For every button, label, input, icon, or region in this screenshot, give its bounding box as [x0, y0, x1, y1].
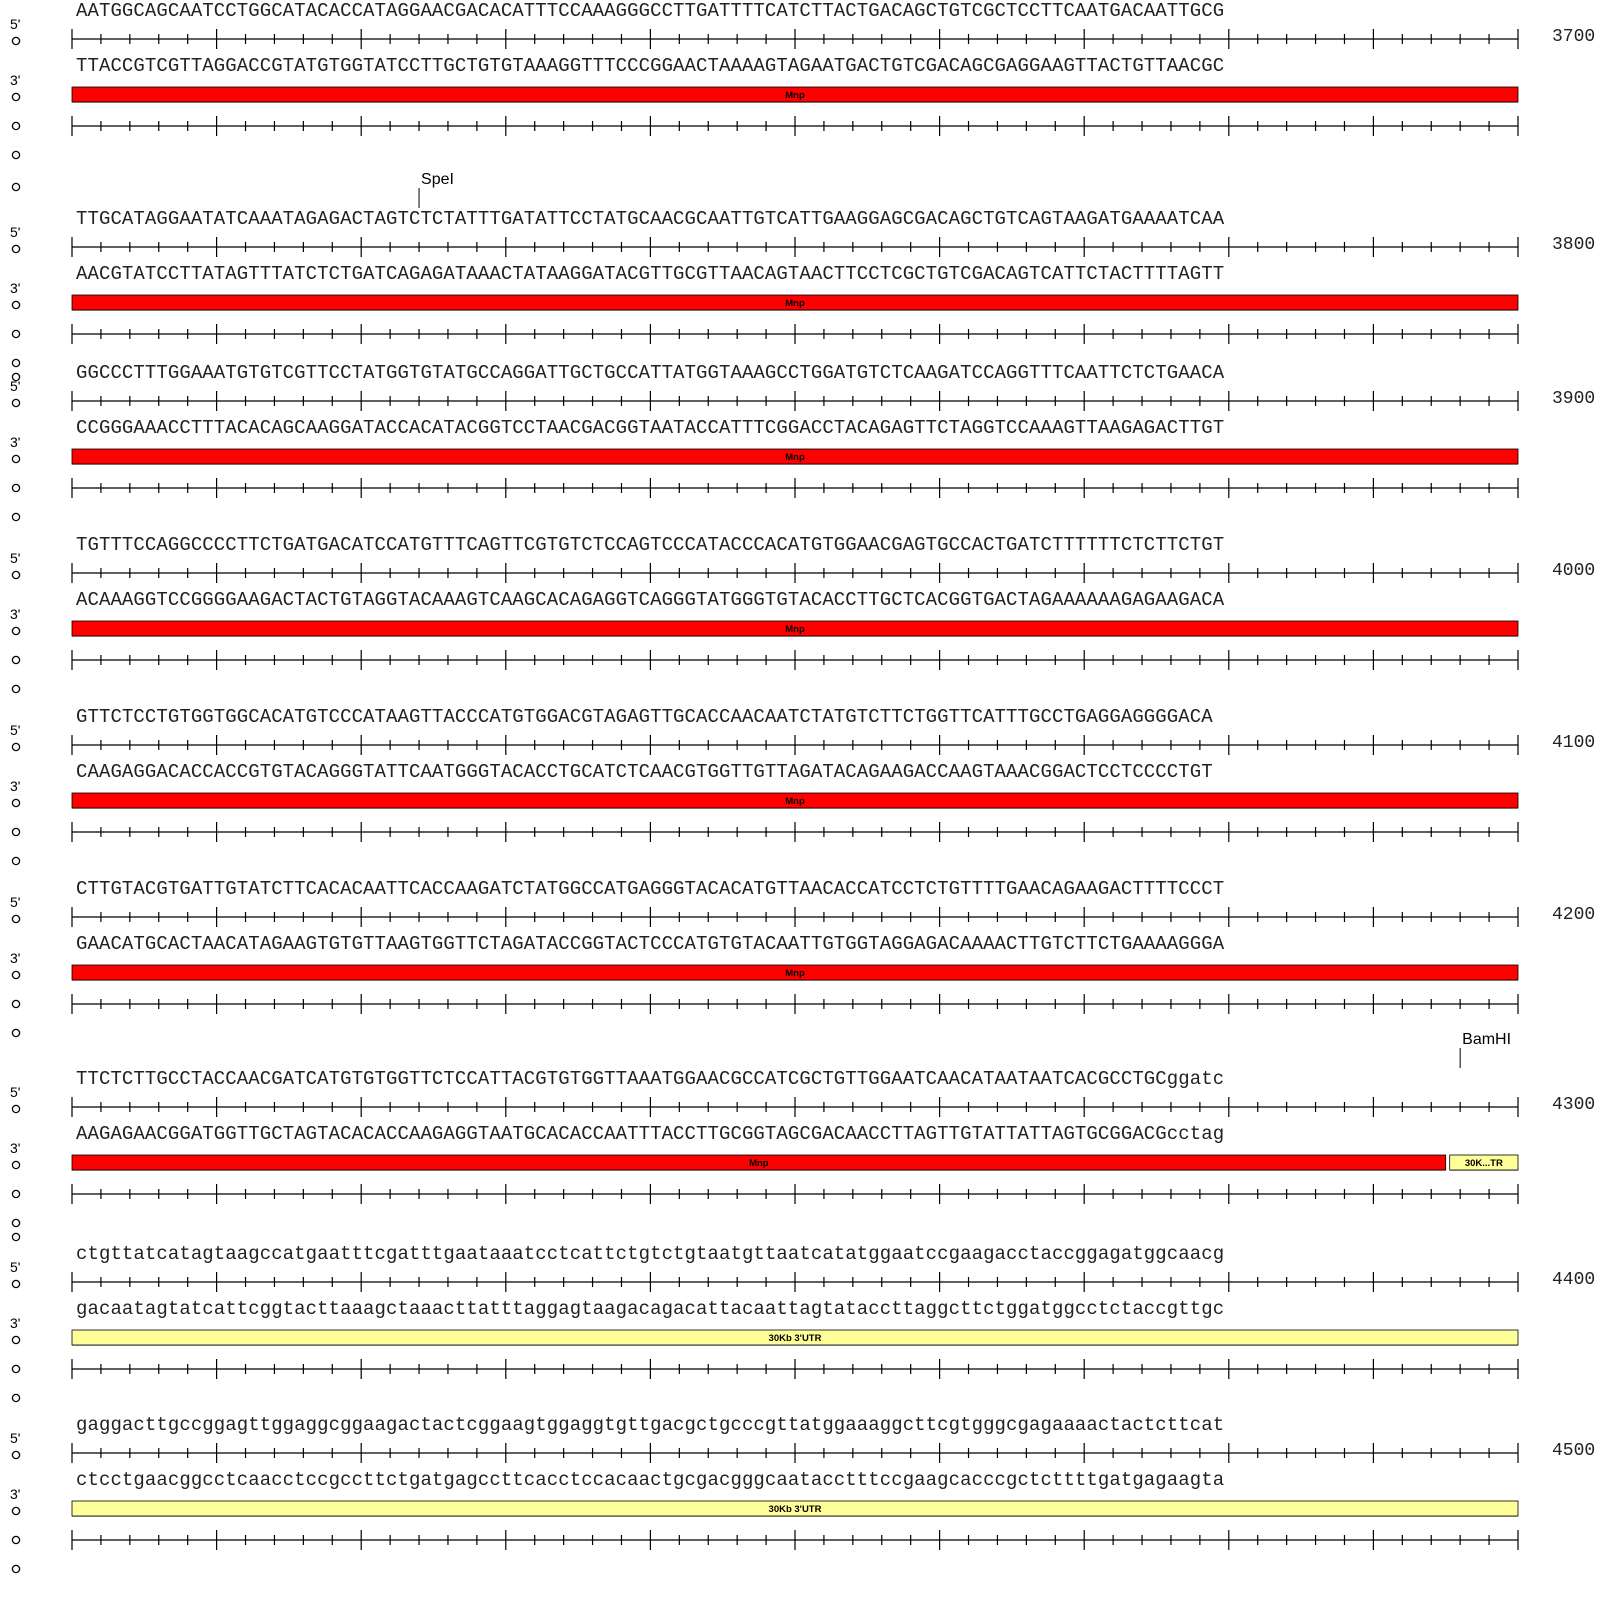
strand-marker-icon [12, 743, 19, 750]
strand-marker-icon [12, 1000, 19, 1007]
strand-marker-icon [12, 122, 19, 129]
sequence-top-strand: TGTTTCCAGGCCCCTTCTGATGACATCCATGTTTCAGTTCGTGTCTCCAGTCCCATACCCACATGTGGAACGAGTGCCACTGATCTTTTTTCTCTTCTGT [76, 534, 1225, 556]
sequence-top-strand: CTTGTACGTGATTGTATCTTCACACAATTCACCAAGATCTATGGCCATGAGGGTACACATGTTAACACCATCCTCTGTTTTGAACAGAAGACTTTTCCCT [76, 878, 1225, 900]
sequence-bottom-strand: AACGTATCCTTATAGTTTATCTCTGATCAGAGATAAACTATAAGGATACGTTGCGTTAACAGTAACTTCCTCGCTGTCGACAGTCATTCTACTTTTAGTT [76, 263, 1225, 285]
strand-marker-icon [12, 1394, 19, 1401]
strand-label-5prime: 5' [10, 550, 21, 566]
strand-label-3prime: 3' [10, 280, 21, 296]
strand-marker-icon [12, 799, 19, 806]
feature-ruler [72, 324, 1518, 344]
restriction-site-label: SpeI [421, 171, 454, 188]
strand-marker-icon [12, 915, 19, 922]
position-number: 4300 [1552, 1095, 1596, 1115]
feature-ruler [72, 1530, 1518, 1550]
strand-label-3prime: 3' [10, 434, 21, 450]
strand-marker-icon [12, 37, 19, 44]
sequence-bottom-strand: CAAGAGGACACCACCGTGTACAGGGTATTCAATGGGTACACCTGCATCTCAACGTGGTTGTTAGATACAGAAGACCAAGTAAACGGACTCCTCCCCTGT [76, 761, 1213, 783]
position-number: 4400 [1552, 1270, 1596, 1290]
sequence-bottom-strand: gacaatagtatcattcggtacttaaagctaaacttatttaggagtaagacagacattacaattagtataccttaggcttctggatggcctctaccgttgc [76, 1298, 1225, 1320]
position-number: 4000 [1552, 561, 1596, 581]
strand-label-5prime: 5' [10, 16, 21, 32]
sequence-top-strand: ctgttatcatagtaagccatgaatttcgatttgaataaatcctcattctgtctgtaatgttaatcatatggaatccgaagacctaccggagatggcaacg [76, 1243, 1225, 1265]
strand-marker-icon [12, 455, 19, 462]
sequence-top-strand: TTGCATAGGAATATCAAATAGAGACTAGTCTCTATTTGATATTCCTATGCAACGCAATTGTCATTGAAGGAGCGACAGCTGTCAGTAAGATGAAAATCAA [76, 208, 1225, 230]
strand-marker-icon [12, 627, 19, 634]
strand-marker-icon [12, 1280, 19, 1287]
position-number: 4200 [1552, 905, 1596, 925]
strand-marker-icon [12, 828, 19, 835]
feature-ruler [72, 822, 1518, 842]
strand-marker-icon [12, 1507, 19, 1514]
sequence-top-strand: GTTCTCCTGTGGTGGCACATGTCCCATAAGTTACCCATGTGGACGTAGAGTTGCACCAACAATCTATGTCTTCTGGTTCATTTGCCTGAGGAGGGGACA [76, 706, 1213, 728]
strand-marker-icon [12, 359, 19, 366]
strand-marker-icon [12, 513, 19, 520]
strand-marker-icon [12, 183, 19, 190]
strand-marker-icon [12, 571, 19, 578]
strand-marker-icon [12, 971, 19, 978]
strand-label-3prime: 3' [10, 1140, 21, 1156]
strand-marker-icon [12, 1451, 19, 1458]
sequence-top-strand: AATGGCAGCAATCCTGGCATACACCATAGGAACGACACATTTCCAAAGGGCCTTGATTTTCATCTTACTGACAGCTGTCGCTCCTTCAATGACAATTGCG [76, 0, 1225, 22]
position-number: 4500 [1552, 1441, 1596, 1461]
strand-marker-icon [12, 1565, 19, 1572]
feature-label: Mnp [785, 624, 805, 635]
strand-marker-icon [12, 1190, 19, 1197]
sequence-bottom-strand: TTACCGTCGTTAGGACCGTATGTGGTATCCTTGCTGTGTAAAGGTTTCCCGGAACTAAAAGTAGAATGACTGTCGACAGCGAGGAAGTTACTGTTAACGC [76, 55, 1225, 77]
position-number: 4100 [1552, 733, 1596, 753]
sequence-top-strand: GGCCCTTTGGAAATGTGTCGTTCCTATGGTGTATGCCAGGATTGCTGCCATTATGGTAAAGCCTGGATGTCTCAAGATCCAGGTTTCAATTCTCTGAACA [76, 362, 1225, 384]
strand-label-5prime: 5' [10, 722, 21, 738]
strand-marker-icon [12, 399, 19, 406]
strand-marker-icon [12, 330, 19, 337]
sequence-ruler [72, 1097, 1518, 1117]
sequence-ruler [72, 563, 1518, 583]
strand-marker-icon [12, 1105, 19, 1112]
strand-label-5prime: 5' [10, 224, 21, 240]
strand-label-5prime: 5' [10, 894, 21, 910]
strand-marker-icon [12, 301, 19, 308]
strand-marker-icon [12, 656, 19, 663]
restriction-site-label: BamHI [1462, 1031, 1512, 1048]
strand-label-5prime: 5' [10, 1259, 21, 1275]
sequence-ruler [72, 1272, 1518, 1292]
sequence-bottom-strand: ACAAAGGTCCGGGGAAGACTACTGTAGGTACAAAGTCAAGCACAGAGGTCAGGGTATGGGTGTACACCTTGCTCACGGTGACTAGAAAAAAGAGAAGACA [76, 589, 1225, 611]
feature-label: Mnp [785, 298, 805, 309]
sequence-bottom-strand: AAGAGAACGGATGGTTGCTAGTACACACCAAGAGGTAATGCACACCAATTTACCTTGCGGTAGCGACAACCTTAGTTGTATTATTAGTGCGGACGcctag [76, 1123, 1225, 1145]
strand-marker-icon [12, 685, 19, 692]
strand-label-5prime: 5' [10, 378, 21, 394]
sequence-ruler [72, 907, 1518, 927]
strand-label-3prime: 3' [10, 778, 21, 794]
strand-label-5prime: 5' [10, 1084, 21, 1100]
feature-label: 30Kb 3'UTR [768, 1504, 822, 1515]
sequence-ruler [72, 1443, 1518, 1463]
strand-marker-icon [12, 1365, 19, 1372]
sequence-top-strand: gaggacttgccggagttggaggcggaagactactcggaagtggaggtgttgacgctgcccgttatggaaaggcttcgtgggcgagaaaactactcttcat [76, 1414, 1225, 1436]
strand-marker-icon [12, 245, 19, 252]
feature-label: Mnp [785, 452, 805, 463]
sequence-top-strand: TTCTCTTGCCTACCAACGATCATGTGTGGTTCTCCATTACGTGTGGTTAAATGGAACGCCATCGCTGTTGGAATCAACATAATAATCACGCCTGCggatc [76, 1068, 1225, 1090]
sequence-ruler [72, 237, 1518, 257]
feature-label: Mnp [785, 90, 805, 101]
strand-marker-icon [12, 857, 19, 864]
sequence-bottom-strand: ctcctgaacggcctcaacctccgccttctgatgagccttcacctccacaactgcgacgggcaatacctttccgaagcacccgctcttttgatgagaagta [76, 1469, 1225, 1491]
strand-label-3prime: 3' [10, 606, 21, 622]
position-number: 3900 [1552, 389, 1596, 409]
sequence-ruler [72, 29, 1518, 49]
strand-label-5prime: 5' [10, 1430, 21, 1446]
strand-marker-icon [12, 1536, 19, 1543]
feature-ruler [72, 116, 1518, 136]
strand-marker-icon [12, 151, 19, 158]
sequence-bottom-strand: CCGGGAAACCTTTACACAGCAAGGATACCACATACGGTCCTAACGACGGTAATACCATTTCGGACCTACAGAGTTCTAGGTCCAAAGTTAAGAGACTTGT [76, 417, 1225, 439]
feature-label: 30Kb 3'UTR [768, 1333, 822, 1344]
feature-label: Mnp [749, 1158, 769, 1169]
strand-label-3prime: 3' [10, 72, 21, 88]
sequence-ruler [72, 735, 1518, 755]
feature-ruler [72, 994, 1518, 1014]
strand-marker-icon [12, 1233, 19, 1240]
strand-label-3prime: 3' [10, 1486, 21, 1502]
feature-label: Mnp [785, 968, 805, 979]
strand-marker-icon [12, 484, 19, 491]
strand-label-3prime: 3' [10, 950, 21, 966]
strand-marker-icon [12, 93, 19, 100]
position-number: 3700 [1552, 27, 1596, 47]
strand-label-3prime: 3' [10, 1315, 21, 1331]
position-number: 3800 [1552, 235, 1596, 255]
sequence-bottom-strand: GAACATGCACTAACATAGAAGTGTGTTAAGTGGTTCTAGATACCGGTACTCCCATGTGTACAATTGTGGTAGGAGACAAAACTTGTCTTCTGAAAAGGGA [76, 933, 1225, 955]
feature-ruler [72, 1359, 1518, 1379]
feature-label: 30K...TR [1464, 1158, 1503, 1169]
strand-marker-icon [12, 1029, 19, 1036]
feature-label: Mnp [785, 796, 805, 807]
feature-ruler [72, 1184, 1518, 1204]
strand-marker-icon [12, 1336, 19, 1343]
sequence-ruler [72, 391, 1518, 411]
strand-marker-icon [12, 1219, 19, 1226]
feature-ruler [72, 478, 1518, 498]
feature-ruler [72, 650, 1518, 670]
strand-marker-icon [12, 1161, 19, 1168]
